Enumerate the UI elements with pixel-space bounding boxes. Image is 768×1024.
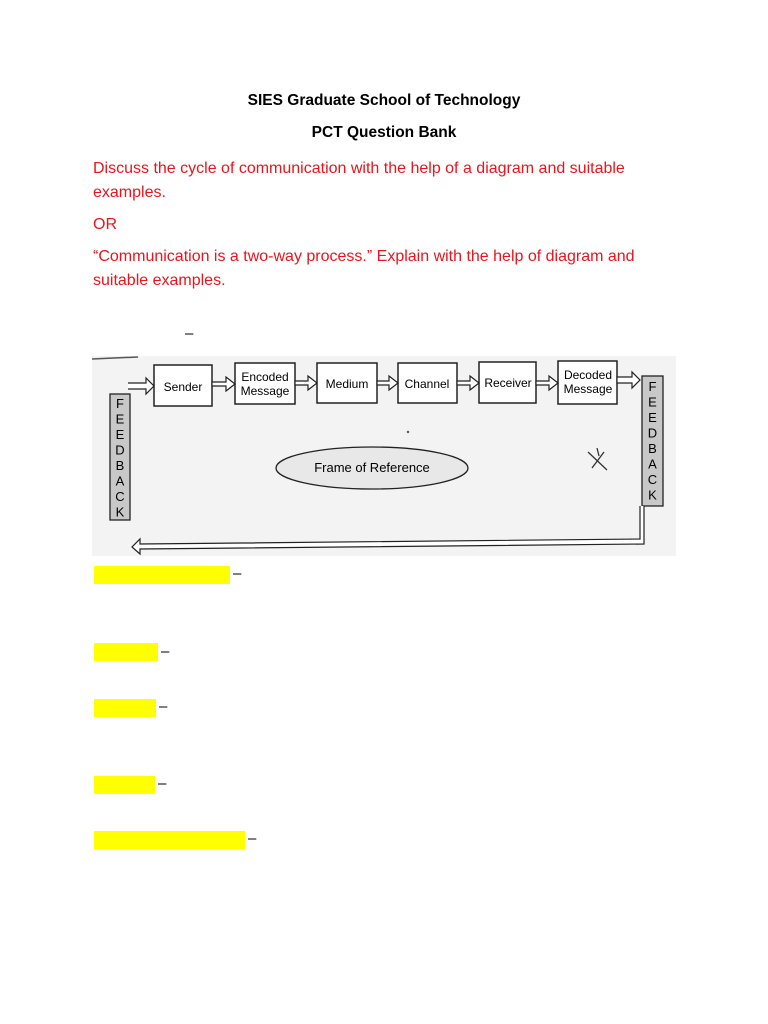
alt-question-line-1: “Communication is a two-way process.” Explain with the help of diagram and	[93, 248, 635, 265]
box-encoded-label-1: Encoded	[241, 370, 289, 384]
feedback-letter: K	[648, 487, 657, 503]
box-sender-label: Sender	[163, 380, 203, 394]
alt-question-line-2: suitable examples.	[93, 272, 226, 289]
box-decoded-label-2: Message	[563, 382, 613, 396]
feedback-letter: C	[647, 472, 658, 487]
highlight-blank-3	[94, 699, 156, 717]
blank-dash-3: –	[159, 698, 168, 715]
box-channel	[398, 363, 457, 403]
feedback-letter: B	[115, 458, 125, 473]
feedback-letter: E	[648, 410, 657, 425]
question-line-1: Discuss the cycle of communication with the help of a diagram and suitable	[93, 160, 625, 177]
blank-dash-4: –	[158, 775, 167, 792]
or-separator: OR	[93, 216, 117, 233]
feedback-letter: C	[115, 489, 125, 504]
box-medium	[317, 363, 377, 403]
feedback-bar-left	[110, 394, 130, 520]
highlight-blank-1	[94, 566, 230, 584]
feedback-letter: E	[648, 394, 657, 410]
communication-cycle-diagram	[92, 356, 676, 556]
feedback-letter: A	[115, 473, 125, 489]
intro-dash: –	[185, 325, 194, 342]
feedback-letter: D	[647, 425, 658, 441]
feedback-letter: K	[115, 504, 125, 520]
box-decoded-message	[558, 361, 617, 404]
box-receiver-label: Receiver	[484, 376, 532, 390]
feedback-letter: D	[115, 442, 125, 458]
box-channel-label: Channel	[404, 377, 450, 391]
blank-dash-1: –	[233, 565, 242, 582]
frame-of-reference	[276, 447, 468, 489]
feedback-letter: F	[116, 396, 124, 411]
highlight-blank-4	[94, 776, 155, 794]
feedback-letter: B	[648, 441, 657, 456]
school-title: SIES Graduate School of Technology	[247, 92, 521, 109]
blank-dash-5: –	[248, 830, 257, 847]
frame-of-reference-label: Frame of Reference	[314, 460, 430, 475]
highlight-blank-5	[94, 831, 245, 849]
question-bank-title: PCT Question Bank	[311, 124, 457, 141]
box-receiver	[479, 362, 536, 403]
feedback-letter: F	[648, 379, 657, 394]
box-medium-label: Medium	[325, 377, 369, 391]
box-encoded-message	[235, 363, 295, 404]
box-decoded-label-1: Decoded	[563, 368, 613, 382]
feedback-letter: E	[115, 427, 125, 442]
feedback-letter: A	[648, 456, 657, 472]
blank-dash-2: –	[161, 643, 170, 660]
feedback-bar-right	[642, 376, 663, 506]
feedback-letter: E	[115, 411, 125, 427]
highlight-blank-2	[94, 643, 158, 661]
question-line-2: examples.	[93, 184, 166, 201]
speck-mark	[407, 431, 409, 433]
box-encoded-label-2: Message	[240, 384, 290, 398]
box-sender	[154, 365, 212, 406]
